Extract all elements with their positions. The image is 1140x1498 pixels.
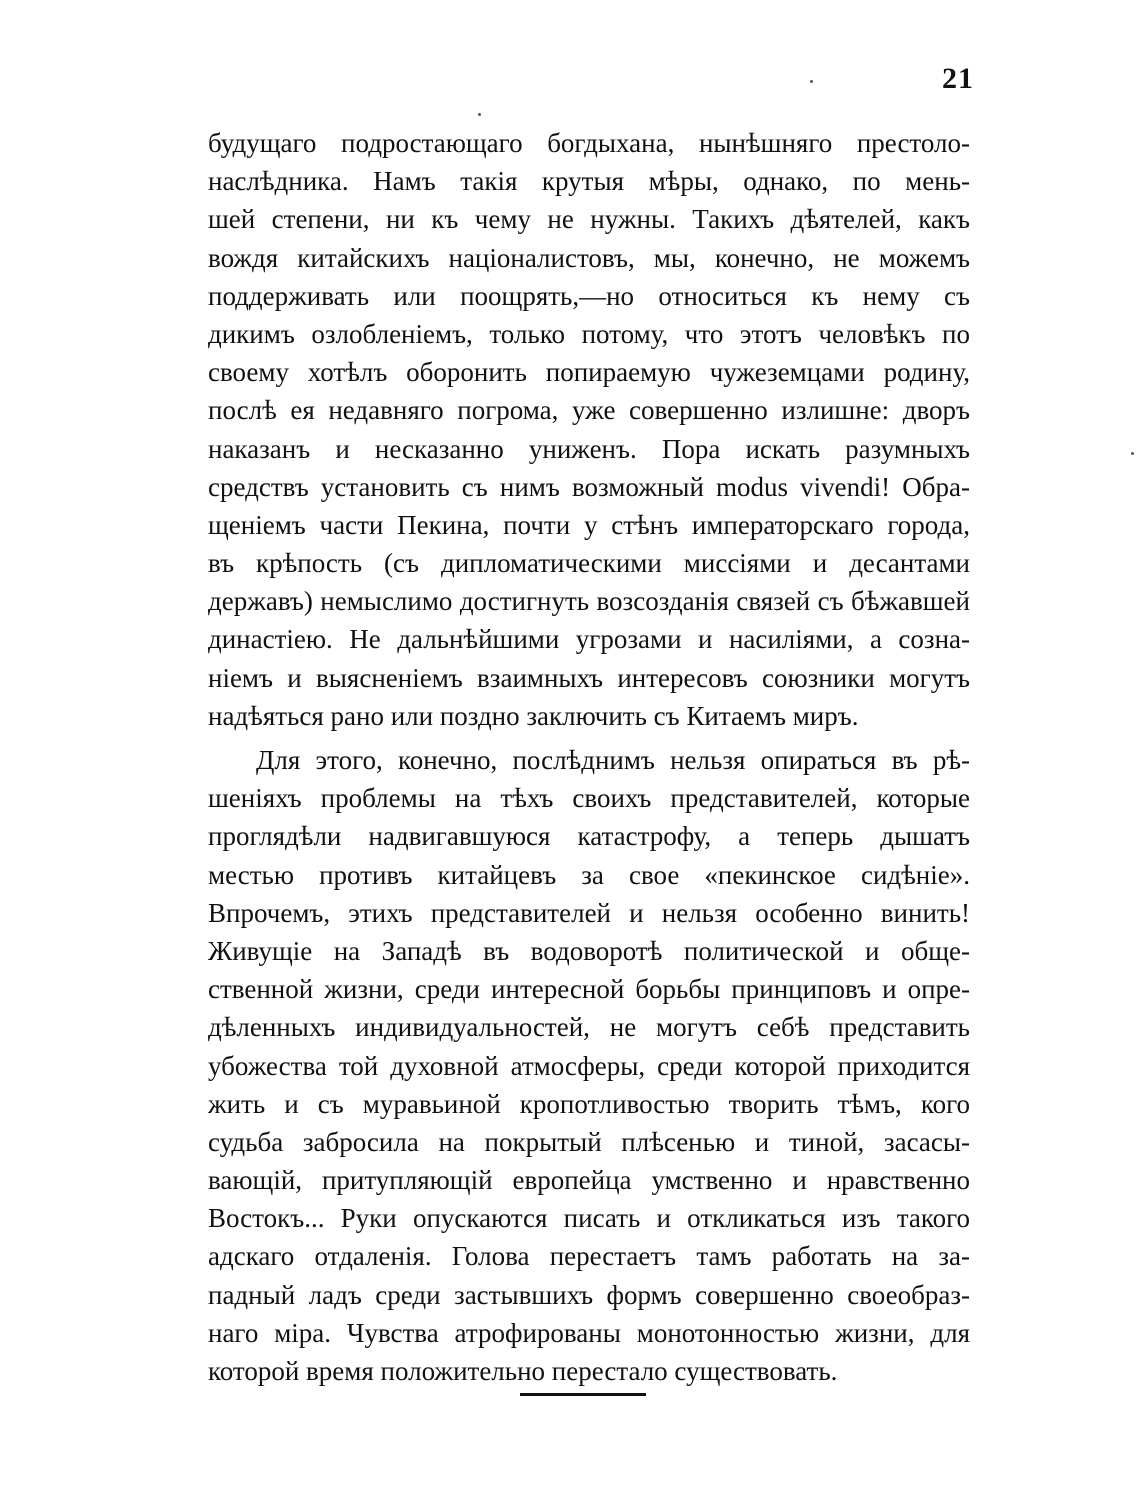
text-line: послѣ ея недавняго погрома, уже совершенно излишне: дворъ — [208, 395, 970, 426]
text-line: надѣяться рано или поздно заключить съ Китаемъ миръ. — [208, 700, 859, 731]
text-line: державъ) немыслимо достигнуть возсозданія связей съ бѣжавшей — [208, 586, 970, 617]
page-number: 21 — [942, 62, 974, 95]
text-line: проглядѣли надвигавшуюся катастрофу, а теперь дышатъ — [208, 821, 970, 852]
text-line: ственной жизни, среди интересной борьбы принциповъ и опре- — [208, 974, 970, 1005]
text-line: Для этого, конечно, послѣднимъ нельзя опираться въ рѣ- — [256, 745, 970, 775]
text-line: своему хотѣлъ оборонить попираемую чужеземцами родину, — [208, 357, 970, 388]
text-line: наказанъ и несказанно униженъ. Пора искать разумныхъ — [208, 433, 970, 464]
text-line: вающій, притупляющій европейца умственно и нравственно — [208, 1165, 970, 1196]
text-line: наслѣдника. Намъ такія крутыя мѣры, однако, по мень- — [208, 166, 970, 197]
print-speck — [1131, 452, 1134, 455]
text-line: местью противъ китайцевъ за свое «пекинское сидѣніе». — [208, 859, 970, 890]
text-line: династіею. Не дальнѣйшими угрозами и насиліями, а созна- — [208, 624, 970, 655]
text-line: дикимъ озлобленіемъ, только потому, что этотъ человѣкъ по — [208, 318, 970, 349]
text-line: поддерживать или поощрять,—но относиться къ нему съ — [208, 280, 970, 311]
text-line: шеніяхъ проблемы на тѣхъ своихъ представителей, которые — [208, 783, 970, 814]
text-line: убожества той духовной атмосферы, среди которой приходится — [208, 1050, 970, 1081]
text-line: которой время положительно перестало существовать. — [208, 1356, 838, 1386]
text-line: щеніемъ части Пекина, почти у стѣнъ императорскаго города, — [208, 509, 970, 540]
text-line: дѣленныхъ индивидуальностей, не могутъ себѣ представить — [208, 1012, 970, 1043]
print-speck — [478, 113, 481, 116]
text-line: Живущіе на Западѣ въ водоворотѣ политической и обще- — [208, 935, 970, 966]
text-line: падный ладъ среди застывшихъ формъ совершенно своеобраз- — [208, 1279, 970, 1310]
text-line: судьба забросила на покрытый плѣсенью и тиной, засасы- — [208, 1126, 970, 1157]
text-line: въ крѣпость (съ дипломатическими миссіями и десантами — [208, 548, 970, 579]
text-line: жить и съ муравьиной кропотливостью творить тѣмъ, кого — [208, 1088, 970, 1119]
paragraph-1 — [208, 124, 970, 735]
text-line: ніемъ и выясненіемъ взаимныхъ интересовъ союзники могутъ — [208, 662, 970, 693]
text-line: Востокъ... Руки опускаются писать и откликаться изъ такого — [208, 1203, 970, 1234]
text-line: будущаго подростающаго богдыхана, нынѣшняго престоло- — [208, 128, 970, 158]
text-line: средствъ установить съ нимъ возможный modus vivendi! Обра- — [208, 471, 970, 502]
text-line: наго міра. Чувства атрофированы монотонностью жизни, для — [208, 1317, 970, 1348]
text-line: Впрочемъ, этихъ представителей и нельзя особенно винить! — [208, 897, 970, 928]
text-line: шей степени, ни къ чему не нужны. Такихъ дѣятелей, какъ — [208, 204, 970, 235]
print-speck — [810, 80, 813, 83]
text-line: адскаго отдаленія. Голова перестаетъ тамъ работать на за- — [208, 1241, 970, 1272]
section-end-rule — [520, 1393, 646, 1396]
text-line: вождя китайскихъ націоналистовъ, мы, конечно, не можемъ — [208, 242, 970, 273]
paragraph-2 — [208, 741, 970, 1390]
